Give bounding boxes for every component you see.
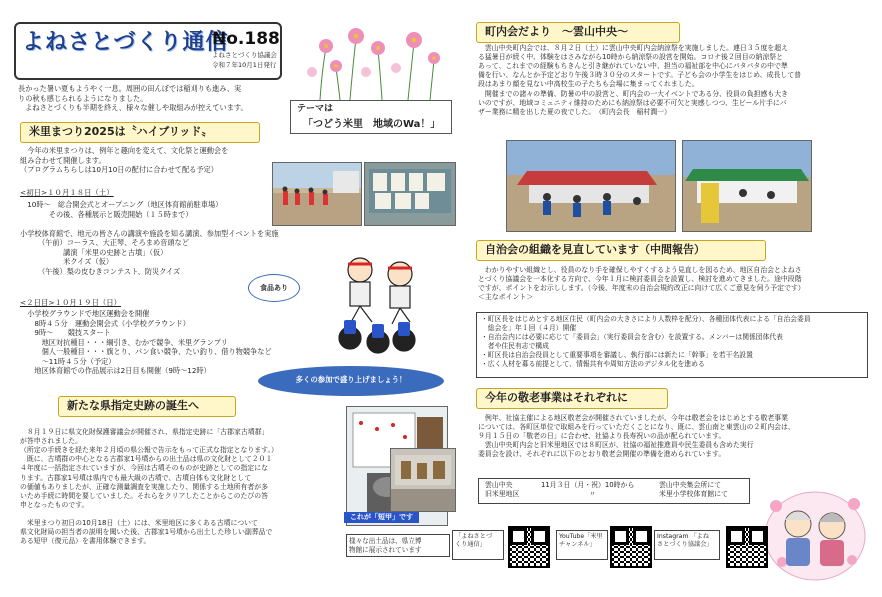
schedule-date: 〃: [589, 490, 596, 499]
festival-day2-body: 小学校グラウンドで地区運動会を開催 8時４５分 運動会開会式（小学校グラウンド） 9時～ 競技スタート 地区対抗種目・・・綱引き、むかで競争、米里グランプリ 個人一般種目・・・旗とり、パン食い競争、たい釣り、借り物競争など ～11時４５分（予定） 地区体育館での作品展示は2日目も開催（9時～12時）: [27, 309, 272, 375]
town-photo-tent: [682, 140, 812, 232]
elderly-couple-illustration: [762, 476, 868, 584]
historic-heading: 新たな県指定史跡の誕生へ: [58, 396, 236, 417]
schedule-row: [485, 481, 743, 490]
schedule-place: 米里小学校体育館にて: [659, 490, 728, 499]
council-heading: 自治会の組織を見直しています（中間報告）: [476, 240, 766, 261]
council-point: ・広く人材を募る前提として、情報共有や周知方法のデジタル化を進める: [481, 359, 705, 368]
historic-caption-museum: 様々な出土品は、県立博 物館に展示されています: [346, 534, 450, 557]
qr-newsletter[interactable]: [508, 526, 550, 568]
schedule-area: 旧米里地区: [485, 490, 520, 499]
council-points-box: [476, 312, 868, 378]
festival-day2-title: <２日目>１０月１９日（日）: [20, 298, 122, 307]
join-bubble-text: 多くの参加で盛り上げましょう！: [295, 375, 407, 384]
theme-value: 「つどう米里 地域のWa！」: [303, 119, 441, 130]
food-bubble-text: 食品あり: [260, 284, 288, 292]
link-label-youtube: YouTube「米里 チャンネル」: [556, 530, 608, 560]
masthead: [14, 22, 282, 80]
schedule-area: 雲山中央: [485, 481, 513, 489]
council-point: ・町区長をはじめとする地区住民（町内会の大きさにより人数枠を配分）、各種団体代表による「自治会委員 総会を」年１回（４月）開催: [481, 315, 811, 332]
link-label-instagram: Instagram 「よね さとづくり協議会」: [654, 530, 720, 560]
festival-day1-body: 10時～ 総合開会式とオープニング（地区体育館前駐車場） その後、各種展示と販売開始（１５時まで） 小学校体育館で、地元の皆さんの講演や施設を知る講演、参加型イベントを実施 （午前）コーラス、大正琴、そろまめ音頭など 講演「米里の史跡と古墳」（仮） 米クイズ（仮） （午後）梨の皮むきコンテスト、防災クイズ: [20, 200, 279, 276]
link-label-newsletter: 「よねさとづ くり通信」: [452, 530, 504, 560]
festival-heading: 米里まつり2025は〝ハイブリッド〟: [20, 122, 260, 143]
council-point: ・自治会内には必要に応じて「委員会」（実行委員会を含む）を設置する。メンバーは関係団体代表 者や住民有志で構成: [481, 332, 783, 350]
council-body: わかりやすい組織とし、役員のなり手を確保しやすくするよう見直しを図るため、地区自治会とよねさ とづくり協議会を一本化する方向で、今年１月に検討委員会を設置し、検討を進めてきました。途中段階 ですが、ポイントをお示しします。（今後、年度末の自治会規約改正に向けて広くご意見を伺う予定です） ＜主なポイント＞: [478, 266, 805, 302]
qr-instagram[interactable]: [726, 526, 768, 568]
elderly-heading: 今年の敬老事業はそれぞれに: [476, 388, 668, 409]
cosmos-flowers-illustration: [300, 20, 448, 102]
theme-box: [290, 100, 452, 134]
qr-youtube[interactable]: [610, 526, 652, 568]
town-photo-stall: [506, 140, 676, 232]
town-heading: 町内会だより ～雲山中央～: [476, 22, 680, 43]
runners-illustration: [300, 250, 450, 360]
elderly-body: 例年、社協主催による地区敬老会が開催されていましたが、今年は敬老会をはじめとする敬老事業 については、各町区単位で取組みを行っていただくことになり、既に、雲山南と東雲山の２町内会は、 ９月１５日の「敬老の日」に合わせ、社協より長寿祝いの品が配られています。 雲山中央町内会と旧米里地区では８町区が、社協の福祉推進員や民生委員も含めた実行 委員会を設け、それぞれに以下のとおり敬老会開催の準備を進められています。: [478, 414, 795, 459]
festival-day1-title: <初日>１０月１８日（土）: [20, 188, 114, 197]
festival-photo-exhibit: [364, 162, 456, 226]
council-point: ・町区長は自治会役員として重要事項を審議し、執行部には新たに「幹事」を若干名設置: [481, 350, 753, 359]
schedule-place: 雲山中央集会所にて: [659, 481, 722, 489]
join-bubble: [258, 366, 444, 396]
schedule-date: 11月３日（月・祝）10時から: [541, 481, 635, 489]
issue-number: No.188: [212, 29, 280, 49]
historic-caption-armor: これが「短甲」です: [344, 512, 419, 523]
festival-intro: 今年の米里まつりは、例年と趣向を変えて、文化祭と運動会を 組み合わせて開催します。 （プログラムちらしは10月10日の配付に合わせて配る予定）: [20, 146, 229, 174]
food-bubble: [248, 274, 300, 302]
intro-text: 長かった暑い夏もようやく一息。周囲の田んぼでは稲刈りも進み、実 りの秋も感じられるようになりました。 よねさとづくりも半期を終え、様々な催しや取組みが控えています。: [18, 84, 248, 112]
masthead-title: よねさとづくり通信: [22, 30, 229, 55]
historic-photo-museum: [390, 448, 456, 512]
theme-label: テーマは: [297, 104, 334, 114]
historic-body: ８月１９日に県文化財保護審議会が開催され、県指定史跡に「古郡家古墳群」 が答申されました。 （所定の手続きを経た来年２月頃の県公報で告示をもって正式な指定となります。） 既に、古墳群の中心となる古郡家1号墳からの出土品は県の文化財として２０１ ４年度に一括指定されていますが、今回は古墳そのものが史跡としての指定にな ります。古郡家1号墳は県内でも最大級の古墳で、古墳自体も文化財として の価値もありましたが、正確な測量調査を実施したり、関係する土地所有者が多 いため手続に時間を要していました。それらをクリアしたことからこのたびの答 申となったものです。 米里まつり初日の10月18日（土）には、米里地区に多くある古墳について 県文化財局の担当者の説明を聞いた後、古郡家1号墳から出土した珍しい副葬品で ある短甲（復元品）を書用体験できます。: [20, 428, 278, 546]
publisher: よねさとづくり協議会: [212, 51, 277, 59]
town-body: 雲山中央町内会では、８月２日（土）に雲山中央町内会納涼祭を実施しました。連日３５度を超え る猛暑日が続く中、体験をはさみながら10時から納涼祭の設営を開始。コロナ後２回目の納涼祭と あって、これまでの経験もちきんと引き継がれていない中、担当の福祉部を中心にパタパタの中で準 備を行い、なんとか予定どおり午後３時３０分のスタートです。子ども会の小学生をはじめ、成長して普 段はあまり顔を見ない中高校生の子たちも会場に集まってくれました。 開催までの諸々の準備、防暑の中の設営と、町内会の一大イベントである分、役員の負担感も大き いのですが、地域コミュニティ維持のためにも納涼祭は必要不可欠と実感しつつ、生ビール片手にバ ザー業務に精を出した夏の夜でした。 （町内会長 稲村潤一）: [478, 44, 802, 116]
elderly-schedule-table: [478, 478, 750, 504]
schedule-row: [485, 490, 743, 499]
issue-date: 令和７年10月1日発行: [212, 61, 277, 69]
festival-photo-opening: [272, 162, 362, 226]
